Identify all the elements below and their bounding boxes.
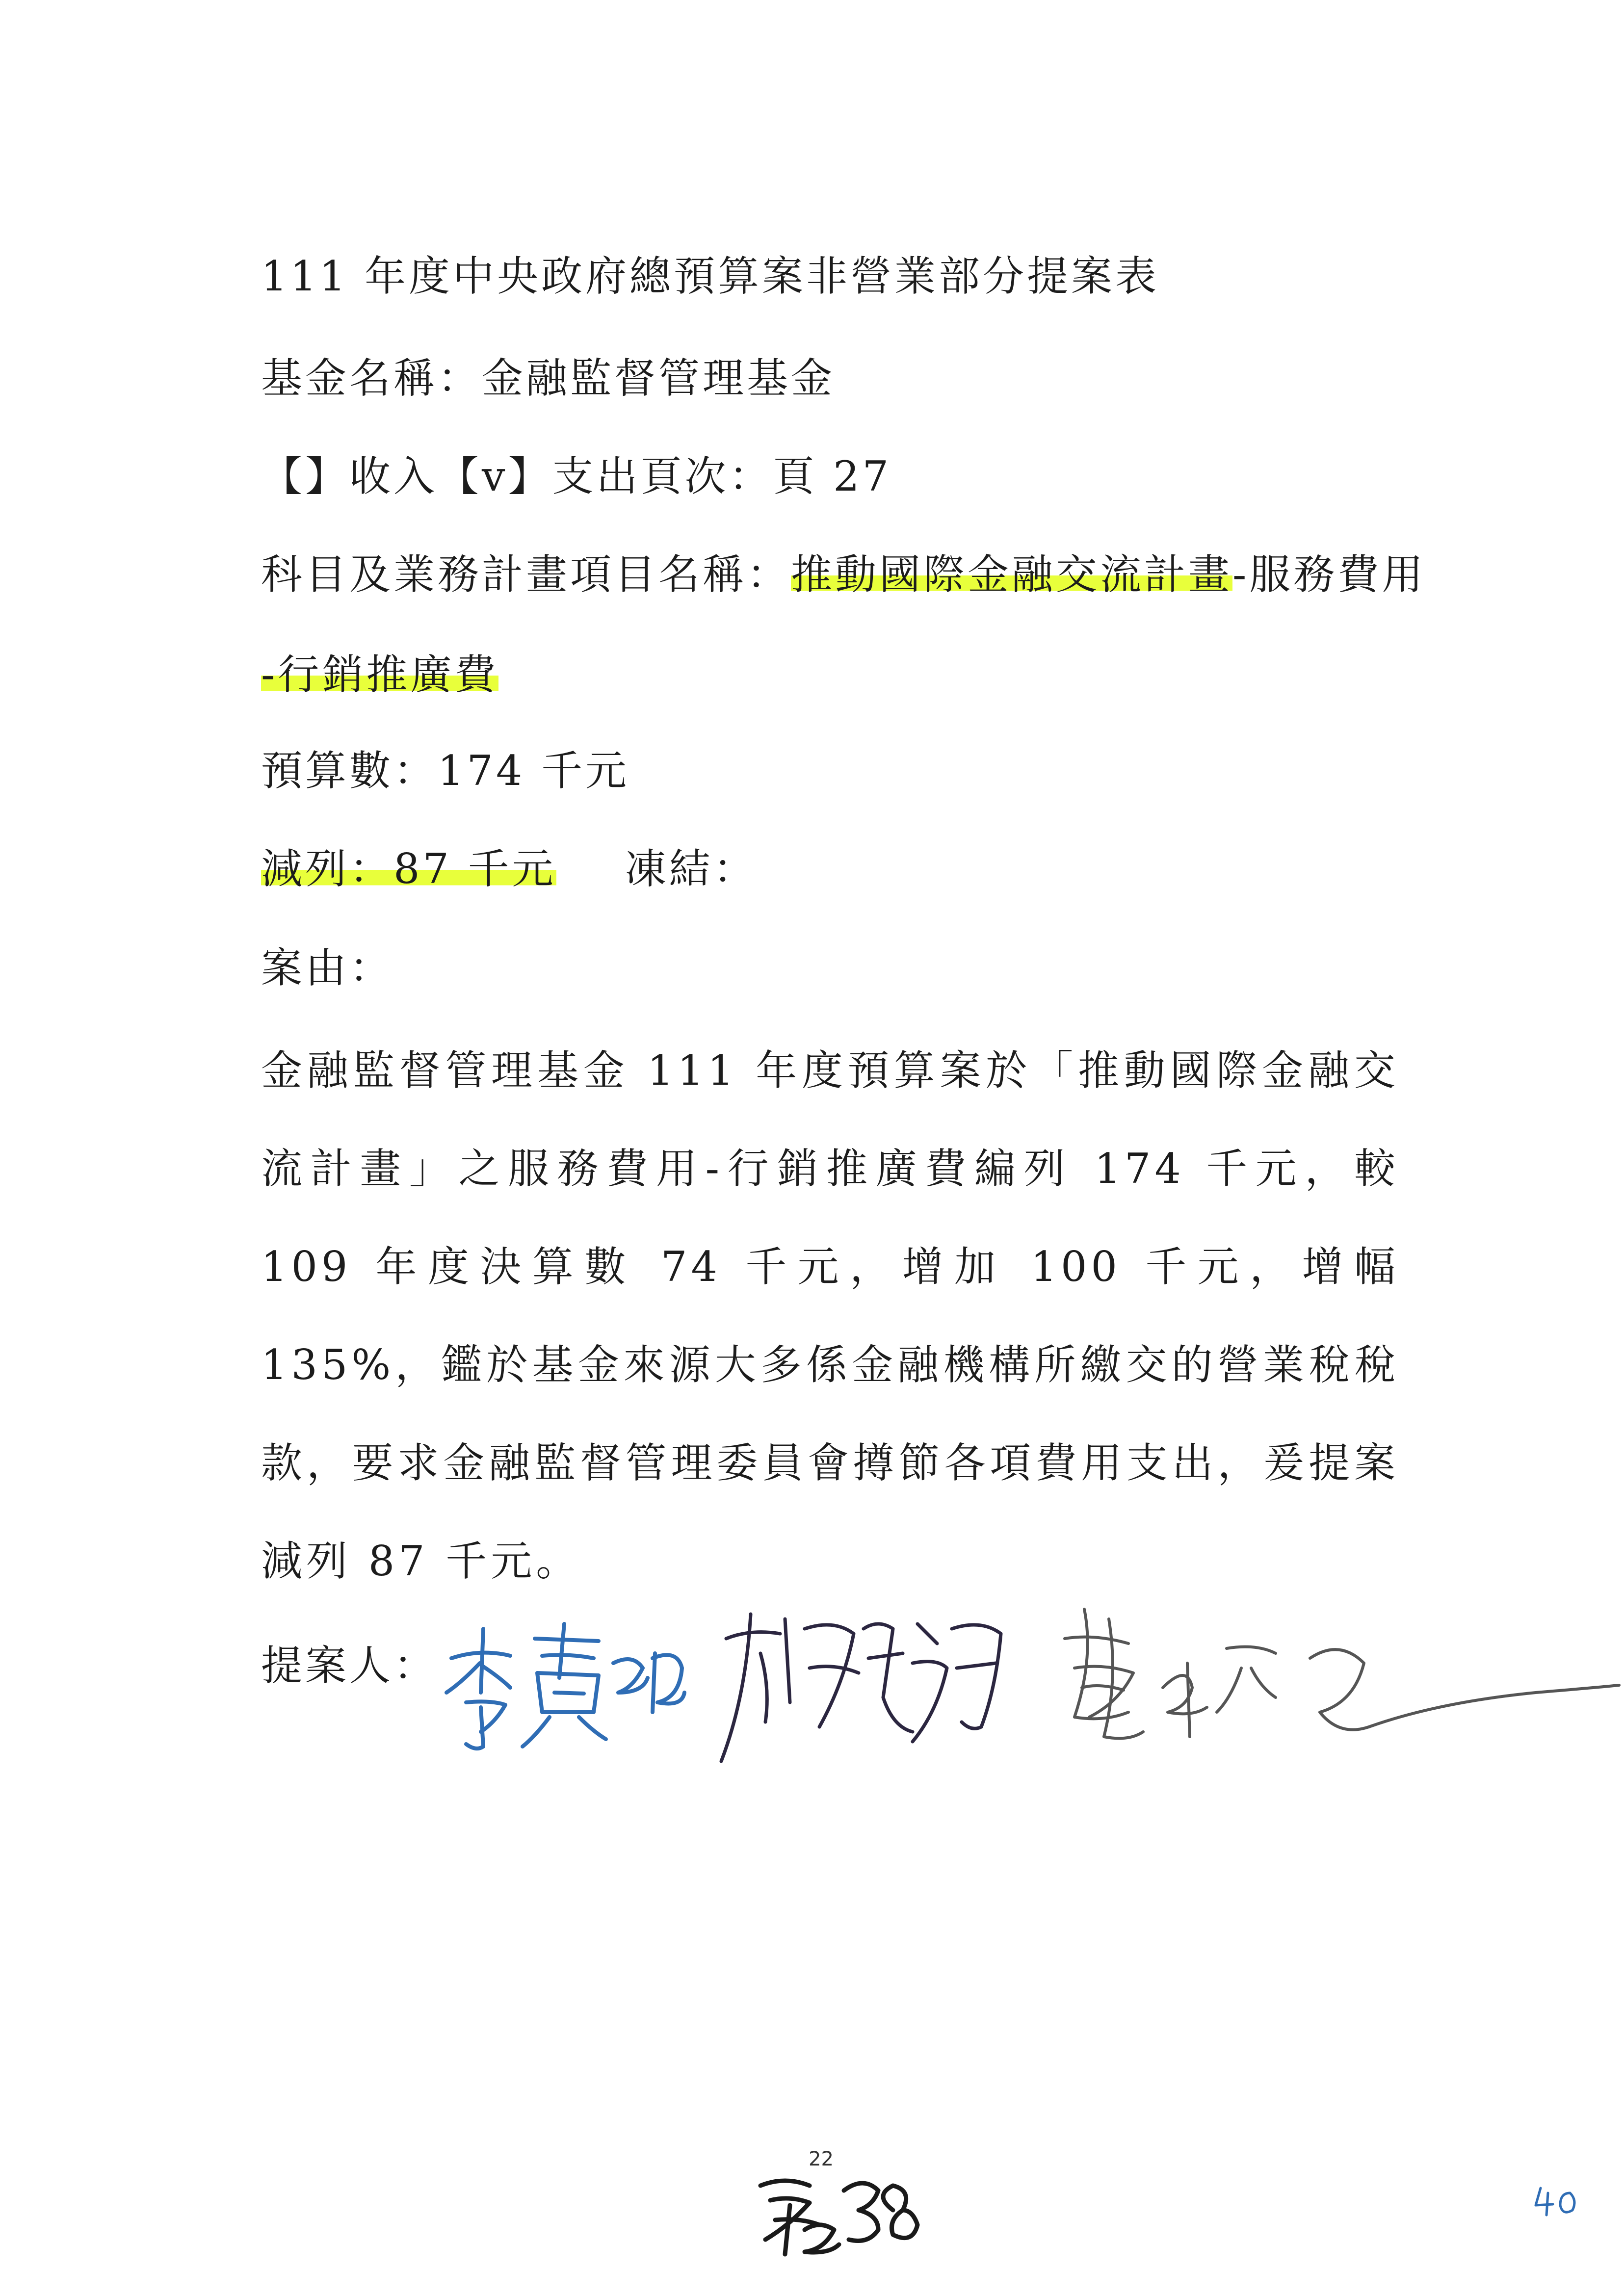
page-title: 111 年度中央政府總預算案非營業部分提案表 <box>261 252 1160 300</box>
budget-amount: 預算數：174 千元 <box>261 747 630 795</box>
cut-freeze-line <box>261 842 758 896</box>
handwritten-page-mark <box>746 2156 942 2264</box>
item-name-continuation-highlighted: -行銷推廣費 <box>261 651 499 699</box>
proposer-label: 提案人： <box>261 1642 438 1690</box>
reason-label: 案由： <box>261 944 394 992</box>
item-name-continuation <box>261 648 498 702</box>
signature-2 <box>707 1599 1021 1776</box>
income-expense-line: 【】收入【v】支出頁次：頁 27 <box>261 452 892 500</box>
fund-name-line: 基金名稱：金融監督管理基金 <box>261 354 836 402</box>
blue-page-mark <box>1531 2181 1585 2220</box>
reason-text: 金融監督管理基金 111 年度預算案於「推動國際金融交流計畫」之服務費用-行銷推廣費編列 174 千元，較 109 年度決算數 74 千元，增加 100 千元，增幅 135%，鑑於基金來源大多係金融機構所繳交的營業稅稅款，要求金融監督管理委員會撙節各項費用支出，爰提案減列 87 千元。 <box>261 1046 1399 1585</box>
signature-1 <box>437 1614 692 1761</box>
cut-amount: 減列：87 千元 <box>261 845 556 893</box>
item-name-line <box>261 548 1426 601</box>
page-number: 22 <box>809 2148 834 2170</box>
item-name-label: 科目及業務計畫項目名稱： <box>261 550 791 599</box>
item-name-highlighted: 推動國際金融交流計畫 <box>791 550 1233 599</box>
freeze-label: 凍結： <box>625 845 758 893</box>
item-name-rest: -服務費用 <box>1232 550 1426 599</box>
signature-3 <box>1045 1590 1624 1776</box>
